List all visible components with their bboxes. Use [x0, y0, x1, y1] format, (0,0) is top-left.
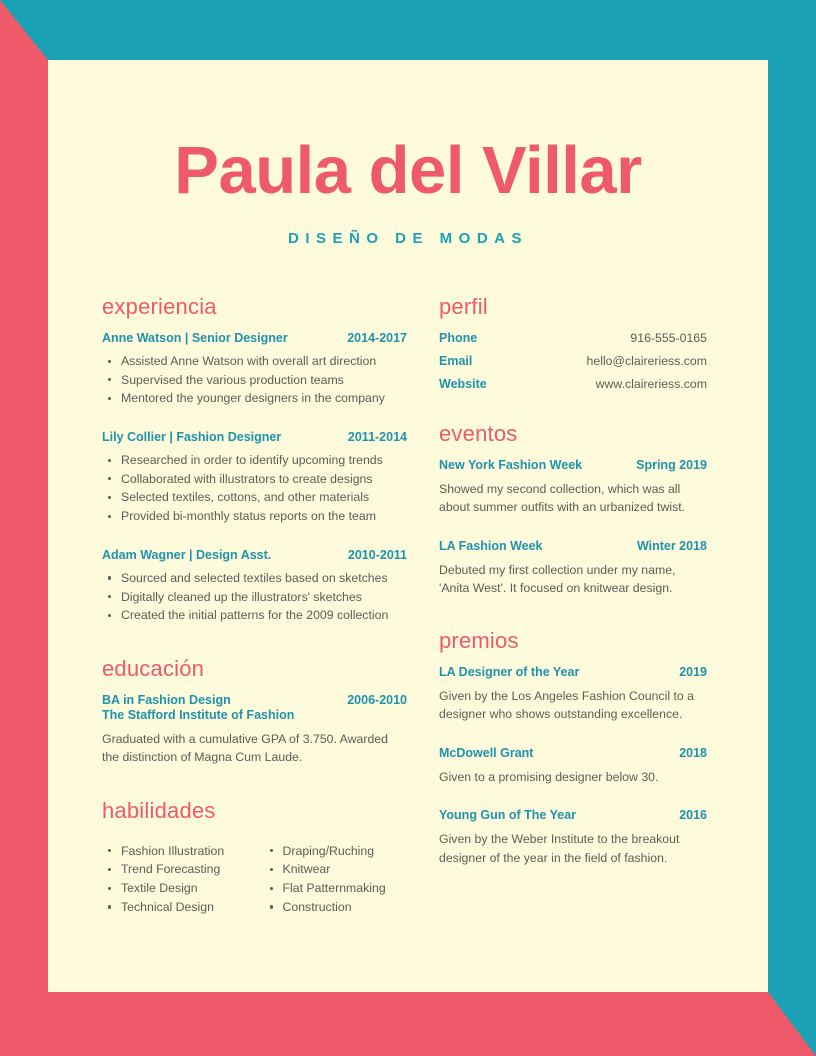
contact-label: Website [439, 377, 487, 391]
list-item: Selected textiles, cottons, and other materials [102, 488, 407, 507]
event-name: LA Fashion Week [439, 538, 543, 553]
resume-header [48, 60, 768, 247]
section-title-skills: habilidades [102, 797, 216, 823]
event-name: New York Fashion Week [439, 458, 583, 472]
experience-bullets [102, 352, 407, 408]
list-item: Fashion Illustration [102, 842, 246, 861]
section-education [102, 656, 407, 767]
list-item: Knitwear [264, 860, 408, 879]
list-item: Textile Design [102, 879, 246, 898]
list-item: Construction [264, 898, 408, 917]
experience-entry [102, 430, 407, 526]
section-title-awards: premios [439, 627, 519, 653]
experience-bullets [102, 451, 407, 526]
section-profile [439, 294, 707, 391]
resume-page [48, 60, 768, 992]
event-entry [439, 539, 707, 598]
experience-bullets [102, 569, 407, 625]
list-item: Draping/Ruching [264, 842, 408, 861]
experience-entry [102, 548, 407, 625]
skills-column-one [102, 842, 246, 917]
experience-entry-head [102, 548, 407, 562]
experience-entry [102, 331, 407, 408]
experience-role: Anne Watson | Senior Designer [102, 331, 288, 345]
event-description: Showed my second collection, which was all about summer outfits with an urbanized twist. [439, 482, 686, 515]
education-entry-head [102, 693, 407, 707]
award-entry-head [439, 665, 707, 679]
award-date: 2019 [679, 664, 707, 679]
education-entry [102, 693, 407, 767]
list-item: Technical Design [102, 898, 246, 917]
list-item: Collaborated with illustrators to create designs [102, 470, 407, 489]
experience-date: 2011-2014 [347, 430, 407, 445]
award-date: 2016 [679, 808, 707, 823]
award-entry-head [439, 746, 707, 760]
skills-column-two [264, 842, 408, 917]
award-description: Given by the Los Angeles Fashion Council to a designer who shows outstanding excellence. [439, 688, 694, 722]
experience-role: Lily Collier | Fashion Designer [102, 430, 282, 445]
list-item: Mentored the younger designers in the company [102, 389, 407, 408]
header-subtitle: DISEÑO DE MODAS [287, 230, 528, 247]
contact-value: hello@claireriess.com [586, 354, 707, 368]
experience-date: 2014-2017 [347, 331, 407, 345]
education-degree: BA in Fashion Design [102, 692, 231, 707]
experience-role: Adam Wagner | Design Asst. [102, 547, 272, 562]
award-name: Young Gun of The Year [439, 808, 577, 823]
section-title-profile: perfil [439, 294, 488, 319]
contact-label: Phone [439, 331, 478, 345]
award-description: Given by the Weber Institute to the breakout designer of the year in the field of fashion. [439, 832, 680, 865]
event-description: Debuted my first collection under my name, 'Anita West'. It focused on knitwear design. [439, 562, 676, 596]
list-item: Supervised the various production teams [102, 371, 407, 390]
experience-entry-head [102, 430, 407, 444]
contact-row-phone [439, 331, 707, 345]
award-entry-head [439, 808, 707, 822]
event-entry-head [439, 539, 707, 553]
contact-row-website [439, 377, 707, 391]
award-name: McDowell Grant [439, 745, 534, 760]
section-experience [102, 294, 407, 625]
list-item: Assisted Anne Watson with overall art direction [102, 352, 407, 371]
teal-top-band [0, 0, 816, 60]
contact-value: 916-555-0165 [630, 331, 707, 345]
award-description: Given to a promising designer below 30. [439, 769, 659, 784]
contact-row-email [439, 354, 707, 368]
award-date: 2018 [679, 745, 707, 760]
resume-body [48, 247, 768, 917]
education-school: The Stafford Institute of Fashion [102, 707, 295, 722]
left-column [102, 294, 407, 917]
award-entry [439, 808, 707, 867]
section-awards [439, 628, 707, 867]
section-events [439, 421, 707, 598]
experience-date: 2010-2011 [347, 547, 407, 562]
award-entry [439, 746, 707, 786]
list-item: Researched in order to identify upcoming trends [102, 451, 407, 470]
list-item: Trend Forecasting [102, 860, 246, 879]
page-title: Paula del Villar [174, 133, 642, 208]
right-column [439, 294, 707, 917]
award-name: LA Designer of the Year [439, 664, 580, 679]
section-skills [102, 798, 407, 917]
section-title-education: educación [102, 655, 205, 681]
skills-columns [102, 835, 407, 917]
contact-value: www.claireriess.com [595, 377, 707, 391]
list-item: Digitally cleaned up the illustrators' sketches [102, 588, 407, 607]
event-entry [439, 458, 707, 517]
event-entry-head [439, 458, 707, 472]
section-title-events: eventos [439, 421, 518, 446]
experience-entry-head [102, 331, 407, 345]
list-item: Flat Patternmaking [264, 879, 408, 898]
education-date: 2006-2010 [347, 692, 407, 707]
event-date: Spring 2019 [636, 458, 707, 472]
list-item: Provided bi-monthly status reports on the team [102, 507, 407, 526]
list-item: Created the initial patterns for the 2009 collection [102, 606, 407, 625]
section-title-experience: experiencia [102, 294, 217, 319]
teal-right-band [768, 0, 816, 1056]
event-date: Winter 2018 [636, 538, 707, 553]
contact-label: Email [439, 354, 473, 368]
award-entry [439, 665, 707, 724]
education-description: Graduated with a cumulative GPA of 3.750. Awarded the distinction of Magna Cum Laude. [102, 731, 388, 765]
list-item: Sourced and selected textiles based on sketches [102, 569, 407, 588]
